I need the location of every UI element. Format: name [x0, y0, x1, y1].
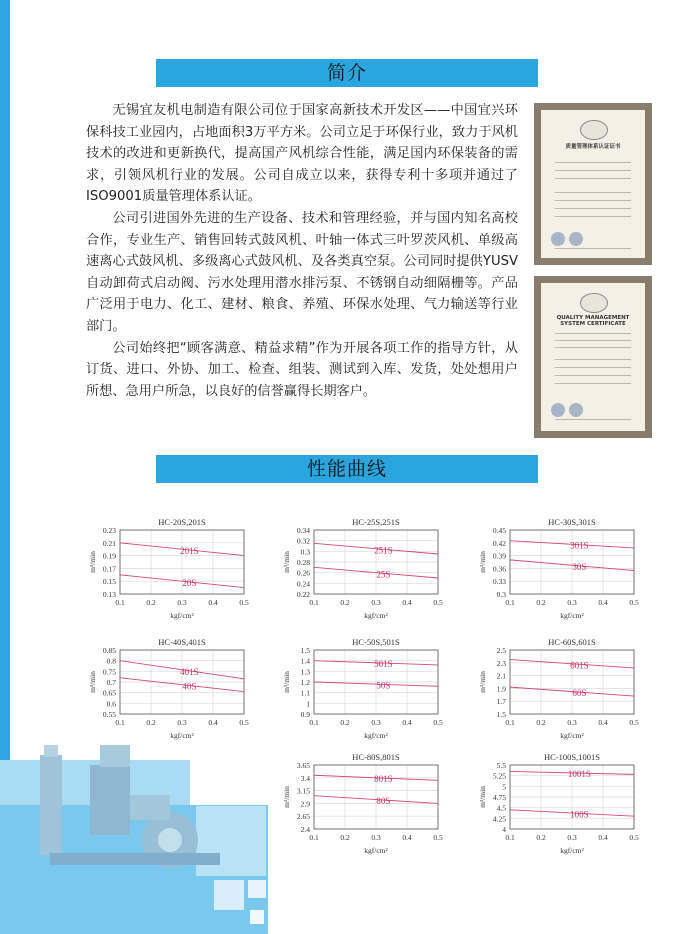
y-axis-label: m³/min: [88, 671, 97, 693]
x-tick-label: 0.2: [340, 718, 350, 727]
y-tick-label: 0.55: [102, 710, 116, 719]
y-tick-label: 4.5: [496, 803, 506, 813]
x-tick-label: 0.3: [567, 718, 577, 727]
x-axis-label: kgf/cm²: [560, 611, 584, 620]
certificate-image-en: [534, 276, 652, 438]
intro-paragraph: 公司引进国外先进的生产设备、技术和管理经验，并与国内知名高校合作，专业生产、销售回转式鼓风机、叶轴一体式三叶罗茨风机、单级高速离心式鼓风机、多级离心式鼓风机、及各类真空泵。公司同时提供YUSV自动卸荷式启动阀、污水处理用潜水排污泵、不锈钢自动细隔栅等。产品广泛用于电力、化工、建材、粮食、养殖、环保水处理、气力输送等行业部门。: [86, 210, 518, 334]
seal-icon: [551, 403, 565, 417]
y-axis-label: m³/min: [478, 671, 487, 693]
y-tick-label: 5.5: [496, 761, 506, 770]
series-label: 25S: [376, 569, 391, 580]
decor-block-small4: [250, 910, 264, 924]
y-tick-label: 0.24: [296, 579, 310, 589]
series-label: 80S: [376, 796, 391, 807]
y-tick-label: 3.15: [296, 786, 310, 796]
x-tick-label: 0.2: [536, 718, 546, 727]
x-tick-label: 0.2: [146, 718, 156, 727]
y-tick-label: 4: [502, 825, 506, 834]
y-tick-label: 0.13: [102, 590, 116, 599]
cqc-logo-icon: [580, 120, 608, 140]
chart-title: HC-100S,1001S: [544, 752, 600, 762]
x-tick-label: 0.3: [371, 833, 381, 842]
x-tick-label: 0.1: [505, 833, 515, 842]
y-tick-label: 0.34: [296, 526, 310, 535]
y-tick-label: 0.8: [106, 656, 116, 666]
x-tick-label: 0.3: [371, 718, 381, 727]
y-tick-label: 0.42: [492, 538, 506, 548]
y-tick-label: 0.19: [102, 551, 116, 561]
x-tick-label: 0.5: [433, 718, 443, 727]
y-tick-label: 4.75: [492, 793, 506, 802]
y-tick-label: 2.1: [496, 671, 506, 681]
x-tick-label: 0.5: [239, 598, 249, 607]
x-axis-label: kgf/cm²: [364, 846, 388, 855]
x-tick-label: 0.4: [598, 718, 608, 727]
y-tick-label: 1.9: [496, 684, 506, 694]
x-tick-label: 0.5: [629, 598, 639, 607]
y-tick-label: 0.15: [102, 577, 116, 587]
chart-title: HC-25S,251S: [352, 517, 400, 527]
x-tick-label: 0.2: [536, 598, 546, 607]
x-tick-label: 0.4: [598, 598, 608, 607]
intro-paragraph: 无锡宜友机电制造有限公司位于国家高新技术开发区——中国宜兴环保科技工业园内，占地面积3万平方米。公司立足于环保行业，致力于风机技术的改进和更新换代，提高国产风机综合性能，满足国内环保装备的需求，引领风机行业的发展。公司自成立以来，获得专利十多项并通过了ISO9001质量管理体系认证。: [86, 103, 518, 205]
x-tick-label: 0.3: [371, 598, 381, 607]
series-label: 1001S: [567, 769, 591, 780]
y-tick-label: 0.36: [492, 564, 506, 574]
y-tick-label: 1.3: [300, 667, 310, 677]
x-tick-label: 0.5: [239, 718, 249, 727]
y-tick-label: 0.26: [296, 568, 310, 578]
performance-chart: [282, 515, 462, 633]
x-tick-label: 0.3: [177, 598, 187, 607]
y-tick-label: 0.28: [296, 558, 310, 567]
y-tick-label: 0.3: [300, 547, 310, 557]
x-tick-label: 0.4: [402, 598, 412, 607]
series-label: 401S: [180, 666, 199, 677]
x-tick-label: 0.1: [309, 598, 319, 607]
y-tick-label: 0.33: [492, 577, 506, 587]
performance-chart: [478, 635, 658, 753]
series-label: 30S: [572, 561, 587, 572]
series-label: 40S: [182, 681, 197, 692]
seal-icon: [569, 403, 583, 417]
y-tick-label: 0.32: [296, 536, 310, 546]
y-tick-label: 5.25: [492, 771, 506, 781]
y-axis-label: m³/min: [282, 671, 291, 693]
company-intro: [86, 100, 518, 402]
x-tick-label: 0.2: [340, 833, 350, 842]
x-tick-label: 0.1: [309, 833, 319, 842]
performance-chart: [478, 515, 658, 633]
x-tick-label: 0.3: [567, 833, 577, 842]
series-label: 100S: [570, 809, 589, 820]
x-axis-label: kgf/cm²: [364, 611, 388, 620]
x-tick-label: 0.4: [402, 833, 412, 842]
y-axis-label: m³/min: [88, 551, 97, 573]
intro-paragraph: 公司始终把“顾客满意、精益求精”作为开展各项工作的指导方针，从订货、进口、外协、加工、检查、组装、测试到入库、发货，处处想用户所想、急用户所急，以良好的信誉赢得长期客户。: [86, 340, 518, 399]
y-tick-label: 1.7: [496, 697, 506, 707]
seal-icon: [569, 232, 583, 246]
chart-title: HC-50S,501S: [352, 637, 400, 647]
x-tick-label: 0.4: [208, 598, 218, 607]
certificate-image-cn: [534, 103, 652, 265]
y-tick-label: 1.5: [300, 646, 310, 655]
x-tick-label: 0.4: [598, 833, 608, 842]
x-tick-label: 0.4: [208, 718, 218, 727]
x-tick-label: 0.4: [402, 718, 412, 727]
x-axis-label: kgf/cm²: [170, 731, 194, 740]
intro-section-title: 简介: [326, 62, 367, 84]
certificate-title: QUALITY MANAGEMENT SYSTEM CERTIFICATE: [556, 315, 630, 327]
x-tick-label: 0.1: [115, 718, 125, 727]
x-tick-label: 0.1: [505, 718, 515, 727]
decor-block-small3: [248, 880, 266, 898]
series-label: 60S: [572, 688, 587, 699]
y-tick-label: 0.9: [300, 710, 310, 719]
curves-section-title: 性能曲线: [306, 458, 387, 480]
y-axis-label: m³/min: [478, 551, 487, 573]
y-tick-label: 1: [306, 699, 310, 709]
y-tick-label: 1.1: [300, 688, 310, 698]
cqc-logo-icon: [580, 293, 608, 313]
chart-title: HC-30S,301S: [548, 517, 596, 527]
series-label: 501S: [374, 659, 393, 670]
y-tick-label: 0.85: [102, 646, 116, 655]
series-label: 301S: [570, 540, 589, 551]
y-tick-label: 0.22: [296, 590, 310, 599]
y-tick-label: 0.7: [106, 678, 116, 687]
y-tick-label: 0.17: [102, 564, 116, 574]
x-tick-label: 0.3: [567, 598, 577, 607]
x-tick-label: 0.1: [115, 598, 125, 607]
chart-title: HC-60S,601S: [548, 637, 596, 647]
x-axis-label: kgf/cm²: [560, 846, 584, 855]
x-tick-label: 0.1: [505, 598, 515, 607]
y-tick-label: 4.25: [492, 814, 506, 824]
y-tick-label: 0.21: [102, 538, 116, 548]
chart-title: HC-40S,401S: [158, 637, 206, 647]
performance-chart: [282, 750, 462, 868]
y-tick-label: 0.23: [102, 526, 116, 535]
series-label: 20S: [182, 577, 197, 588]
y-tick-label: 2.5: [496, 646, 506, 655]
y-tick-label: 1.5: [496, 710, 506, 719]
y-axis-label: m³/min: [282, 786, 291, 808]
x-tick-label: 0.3: [177, 718, 187, 727]
x-tick-label: 0.5: [433, 598, 443, 607]
chart-title: HC-80S,801S: [352, 752, 400, 762]
y-tick-label: 1.2: [300, 678, 310, 687]
y-tick-label: 0.75: [102, 667, 116, 677]
x-tick-label: 0.5: [433, 833, 443, 842]
pump-machine-image: [30, 735, 230, 875]
performance-chart: [478, 750, 658, 868]
series-label: 50S: [376, 680, 391, 691]
seal-icon: [551, 232, 565, 246]
y-tick-label: 2.4: [300, 825, 310, 834]
y-tick-label: 0.6: [106, 699, 116, 709]
series-label: 601S: [570, 660, 589, 671]
intro-section-banner: [156, 59, 538, 87]
curves-section-banner: [156, 455, 538, 483]
decor-block-small2: [214, 880, 244, 910]
chart-title: HC-20S,201S: [158, 517, 206, 527]
y-tick-label: 0.3: [496, 590, 506, 599]
y-tick-label: 0.65: [102, 688, 116, 698]
y-tick-label: 3.65: [296, 761, 310, 770]
performance-chart: [88, 515, 268, 633]
x-tick-label: 0.1: [309, 718, 319, 727]
y-tick-label: 5: [502, 782, 506, 792]
performance-chart: [282, 635, 462, 753]
y-axis-label: m³/min: [282, 551, 291, 573]
x-axis-label: kgf/cm²: [560, 731, 584, 740]
x-axis-label: kgf/cm²: [170, 611, 194, 620]
y-axis-label: m³/min: [478, 786, 487, 808]
x-tick-label: 0.2: [340, 598, 350, 607]
x-tick-label: 0.5: [629, 833, 639, 842]
x-tick-label: 0.5: [629, 718, 639, 727]
y-tick-label: 2.9: [300, 799, 310, 809]
series-label: 801S: [374, 774, 393, 785]
y-tick-label: 1.4: [300, 656, 310, 666]
performance-chart: [88, 635, 268, 753]
series-label: 251S: [374, 545, 393, 556]
x-tick-label: 0.2: [146, 598, 156, 607]
x-axis-label: kgf/cm²: [364, 731, 388, 740]
y-tick-label: 0.45: [492, 526, 506, 535]
series-label: 201S: [180, 545, 199, 556]
y-tick-label: 2.65: [296, 812, 310, 822]
certificate-title: 质量管理体系认证证书: [565, 144, 621, 150]
y-tick-label: 0.39: [492, 551, 506, 561]
y-tick-label: 3.4: [300, 773, 310, 783]
x-tick-label: 0.2: [536, 833, 546, 842]
y-tick-label: 2.3: [496, 658, 506, 668]
